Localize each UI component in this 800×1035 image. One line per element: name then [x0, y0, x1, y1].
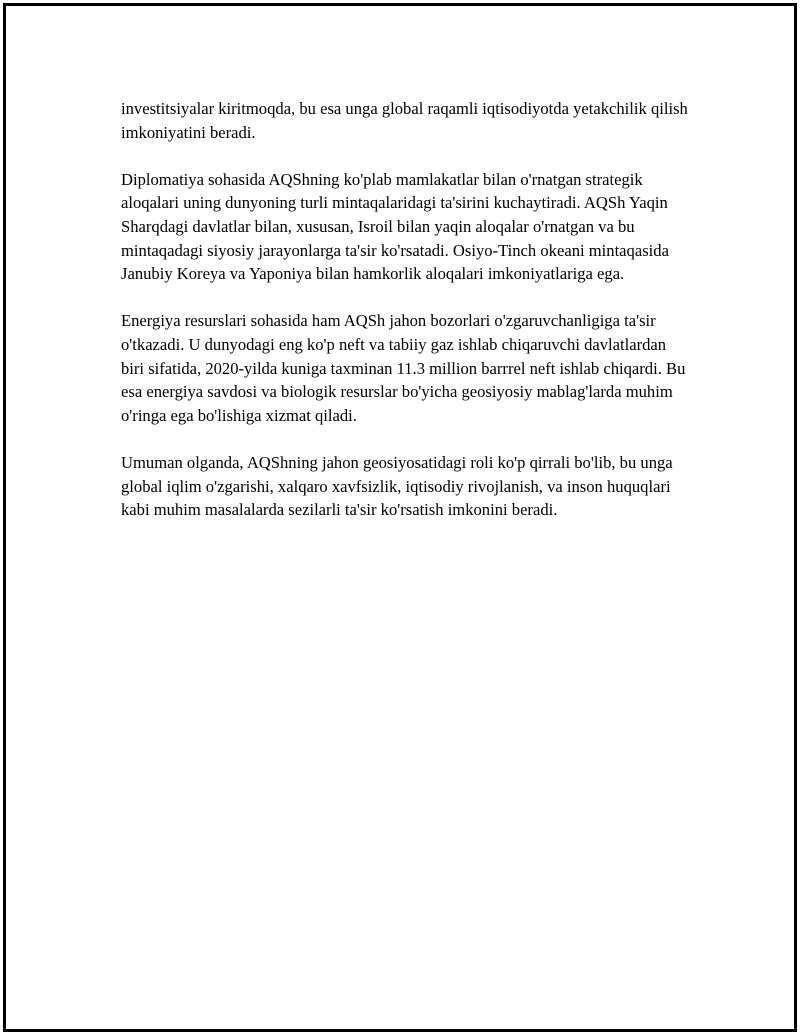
paragraph-2: Diplomatiya sohasida AQShning ko'plab mamlakatlar bilan o'rnatgan strategik aloqalari uning dunyoning turli mintaqalaridagi ta'sirini kuchaytiradi. AQSh Yaqin Sharqdagi davlatlar bilan, xususan, Isroil bilan yaqin aloqalar o'rnatgan va bu mintaqadagi siyosiy jarayonlarga ta'sir ko'rsatadi. Osiyo-Tinch okeani mintaqasida Janubiy Koreya va Yaponiya bilan hamkorlik aloqalari imkoniyatlariga ega.	[121, 169, 669, 284]
document-body	[121, 97, 691, 545]
paragraph-4: Umuman olganda, AQShning jahon geosiyosatidagi roli ko'p qirrali bo'lib, bu unga global iqlim o'zgarishi, xalqaro xavfsizlik, iqtisodiy rivojlanish, va inson huquqlari kabi muhim masalalarda sezilarli ta'sir ko'rsatish imkonini beradi.	[121, 452, 673, 520]
paragraph-3: Energiya resurslari sohasida ham AQSh jahon bozorlari o'zgaruvchanligiga ta'sir o'tkazadi. U dunyodagi eng ko'p neft va tabiiy gaz ishlab chiqaruvchi davlatlardan biri sifatida, 2020-yilda kuniga taxminan 11.3 million barrrel neft ishlab chiqardi. Bu esa energiya savdosi va biologik resurslar bo'yicha geosiyosiy mablag'larda muhim o'ringa ega bo'lishiga xizmat qiladi.	[121, 311, 686, 425]
paragraph-1: investitsiyalar kiritmoqda, bu esa unga global raqamli iqtisodiyotda yetakchilik qilish imkoniyatini beradi.	[121, 99, 688, 142]
page-frame	[3, 3, 797, 1032]
